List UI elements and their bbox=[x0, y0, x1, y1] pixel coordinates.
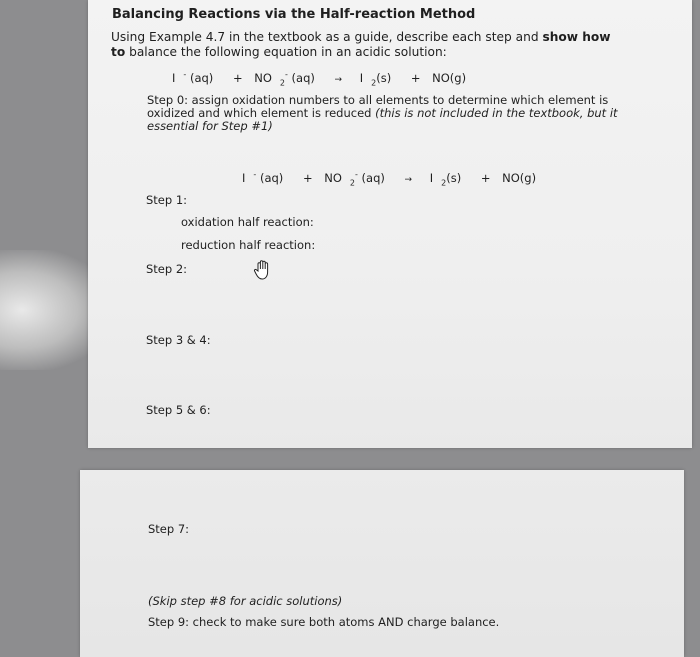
step-9-label: Step 9: check to make sure both atoms AND charge balance. bbox=[148, 615, 500, 629]
plus-sign-4: + bbox=[480, 170, 491, 185]
reaction-arrow-2: → bbox=[404, 174, 413, 185]
plus-sign-3: + bbox=[302, 170, 313, 185]
worksheet-page-2 bbox=[80, 470, 684, 657]
step-1-label: Step 1: bbox=[146, 193, 188, 207]
reactant-iodide: I - (aq) bbox=[172, 70, 214, 85]
plus-sign-2: + bbox=[410, 70, 421, 85]
step-7-label: Step 7: bbox=[148, 522, 190, 536]
product-iodine-2: I $_2$(s) bbox=[429, 170, 462, 188]
product-no-2: NO(g) bbox=[502, 170, 537, 185]
step-0 bbox=[147, 94, 647, 133]
equation-repeat bbox=[242, 170, 544, 187]
step-2-label: Step 2: bbox=[146, 262, 188, 276]
page-title: Balancing Reactions via the Half-reaction Method bbox=[112, 7, 476, 22]
reactant-nitrite: NO $_2$- (aq) bbox=[254, 70, 315, 88]
step-0-note: (this is not included in the textbook, but it essential for Step #1) bbox=[147, 106, 618, 133]
reduction-half-reaction-label: reduction half reaction: bbox=[181, 238, 316, 252]
step-3-4-label: Step 3 & 4: bbox=[146, 333, 211, 347]
product-iodine: I $_2$(s) bbox=[359, 70, 392, 88]
instructions-bold: show how to bbox=[111, 30, 611, 59]
reaction-arrow: → bbox=[334, 74, 343, 85]
instructions-text-end: balance the following equation in an acidic solution: bbox=[125, 45, 447, 59]
step-0-text: Step 0: assign oxidation numbers to all elements to determine which element is oxidized and which element is reduced bbox=[147, 93, 609, 120]
instructions bbox=[111, 30, 621, 60]
worksheet-page bbox=[88, 0, 692, 448]
reactant-iodide-2: I - (aq) bbox=[242, 170, 284, 185]
instructions-text: Using Example 4.7 in the textbook as a guide, describe each step and bbox=[111, 30, 543, 44]
oxidation-half-reaction-label: oxidation half reaction: bbox=[181, 215, 314, 229]
skip-step-8-note: (Skip step #8 for acidic solutions) bbox=[148, 594, 343, 608]
hand-cursor-icon bbox=[253, 259, 273, 281]
plus-sign: + bbox=[232, 70, 243, 85]
step-5-6-label: Step 5 & 6: bbox=[146, 403, 211, 417]
equation bbox=[172, 70, 474, 87]
reactant-nitrite-2: NO $_2$- (aq) bbox=[324, 170, 385, 188]
product-no: NO(g) bbox=[432, 70, 467, 85]
